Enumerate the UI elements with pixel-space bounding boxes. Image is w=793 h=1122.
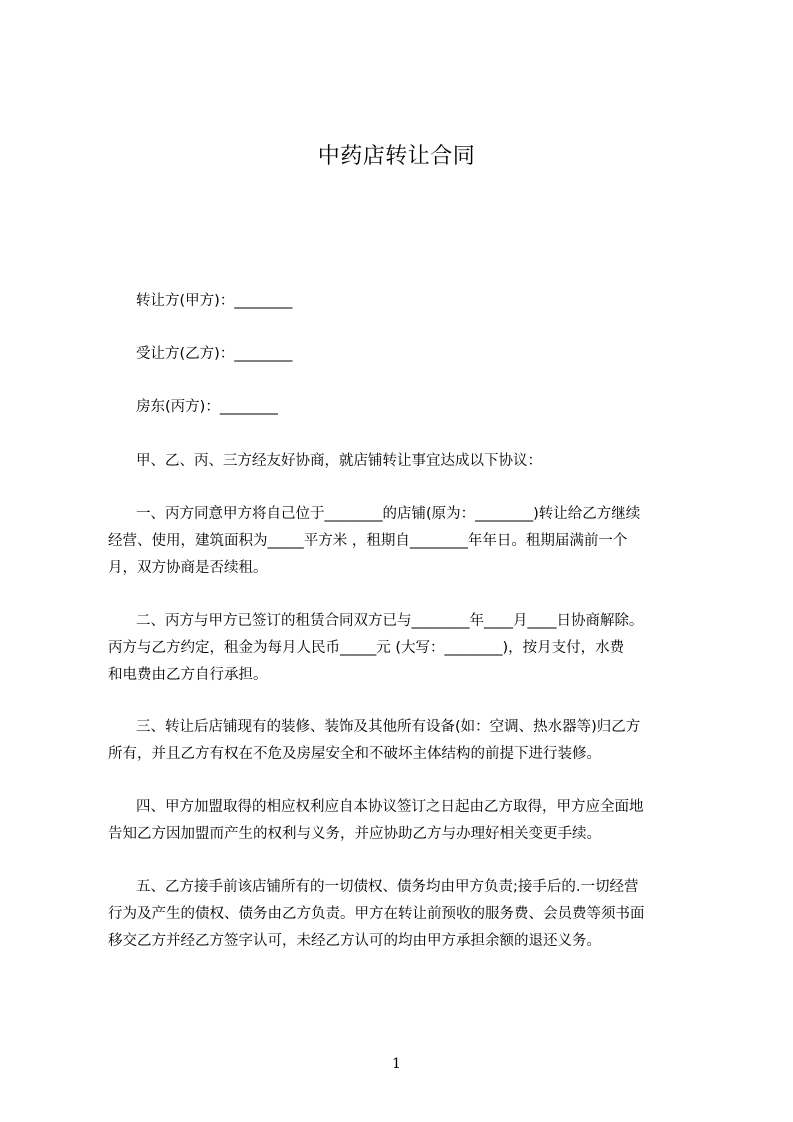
clause-4-line-2: 告知乙方因加盟而产生的权利与义务，并应协助乙方与办理好相关变更手续。 [108, 826, 601, 842]
clause-2-line-1: 二、丙方与甲方已签订的租赁合同双方已与________年____月____日协商解除。 [136, 613, 644, 629]
clause-2-line-2: 丙方与乙方约定，租金为每月人民币_____元 (大写：________)，按月支付，水费 [108, 640, 625, 656]
party-transferor: 转让方(甲方)：________ [136, 293, 293, 309]
clause-3-line-1: 三、转让后店铺现有的装修、装饰及其他所有设备(如：空调、热水器等)归乙方 [136, 719, 641, 735]
clause-1-line-3: 月，双方协商是否续租。 [108, 560, 268, 576]
page-number: 1 [392, 1056, 401, 1072]
clause-5-line-2: 行为及产生的债权、债务由乙方负责。甲方在转让前预收的服务费、会员费等须书面 [108, 906, 645, 922]
party-transferee: 受让方(乙方)：________ [136, 346, 293, 362]
party-landlord: 房东(丙方)：________ [136, 399, 278, 415]
clause-1-line-2: 经营、使用，建筑面积为_____平方米 ，租期自________年年日。租期届满前一个 [108, 533, 628, 549]
clause-5-line-3: 移交乙方并经乙方签字认可，未经乙方认可的均由甲方承担余额的退还义务。 [108, 933, 601, 949]
clause-5-line-1: 五、乙方接手前该店铺所有的一切债权、债务均由甲方负责;接手后的.一切经营 [136, 879, 639, 895]
intro-paragraph: 甲、乙、丙、三方经友好协商，就店铺转让事宜达成以下协议： [136, 453, 542, 469]
clause-2-line-3: 和电费由乙方自行承担。 [108, 667, 268, 683]
clause-4-line-1: 四、甲方加盟取得的相应权利应自本协议签订之日起由乙方取得，甲方应全面地 [136, 799, 644, 815]
clause-1-line-1: 一、丙方同意甲方将自己位于________的店铺(原为：________)转让给乙方继续 [136, 506, 641, 522]
document-title: 中药店转让合同 [317, 144, 476, 169]
clause-3-line-2: 所有，并且乙方有权在不危及房屋安全和不破坏主体结构的前提下进行装修。 [108, 746, 601, 762]
